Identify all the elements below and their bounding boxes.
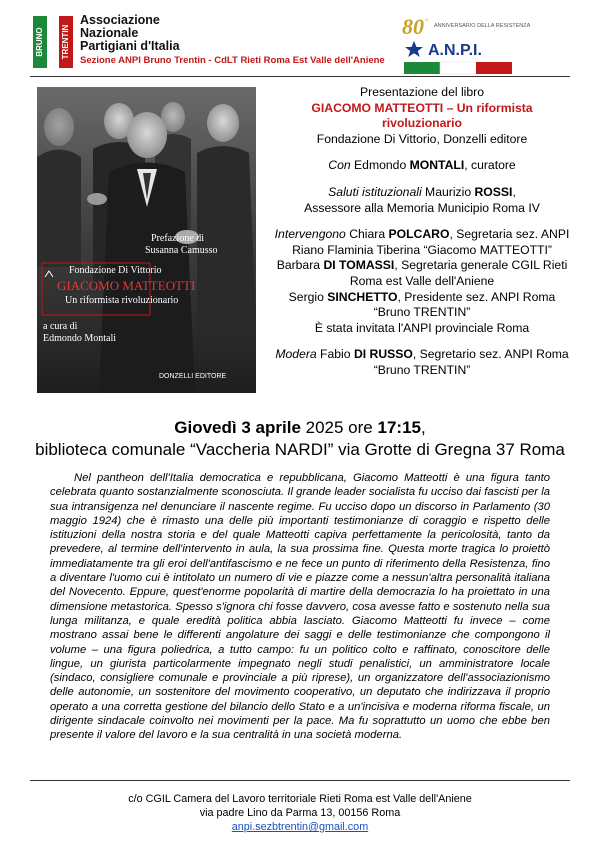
cover-title: GIACOMO MATTEOTTI xyxy=(57,278,196,293)
curator-line: Con Edmondo MONTALI, curatore xyxy=(328,158,516,173)
anniversary-text: ANNIVERSARIO DELLA RESISTENZA xyxy=(434,23,531,29)
cover-preface-author: Susanna Camusso xyxy=(145,245,218,256)
greetings-line: Saluti istituzionali Maurizio ROSSI, xyxy=(328,184,516,199)
svg-text:TRENTIN: TRENTIN xyxy=(61,24,71,60)
footer-line-2: via padre Lino da Parma 13, 00156 Roma xyxy=(199,807,401,819)
footer xyxy=(0,792,600,834)
anpi-brand: A.N.P.I. xyxy=(428,42,482,59)
anpi-80-anniversary-logo xyxy=(400,14,531,76)
anpi-trentin-flag-logo xyxy=(33,16,73,68)
footer-divider xyxy=(30,780,570,781)
cover-edited-label: a cura di xyxy=(43,321,78,332)
section-line: Sezione ANPI Bruno Trentin - CdLT Rieti Roma Est Valle dell'Aniene xyxy=(80,55,385,66)
cover-subtitle: Un riformista rivoluzionario xyxy=(65,295,179,306)
event-datetime: Giovedì 3 aprile 2025 ore 17:15, xyxy=(174,418,426,437)
greetings-role: Assessore alla Memoria Municipio Roma IV xyxy=(304,200,540,215)
event-date-place xyxy=(0,417,600,461)
header-divider xyxy=(30,76,570,77)
speaker-3: Sergio SINCHETTO, Presidente sez. ANPI Roma “Bruno TRENTIN” xyxy=(288,289,556,320)
description-paragraph: Nel pantheon dell'Italia democratica e repubblicana, Giacomo Matteotti è una figura tanto celebrata quanto sostanzialmente sconosciuta. Il grande leader socialista fu ucciso dai fascisti per la sua intransigenza nel denunciare il nascente regime. Fu ucciso dopo un discorso in Parlamento (30 maggio 1924) che è rimasto una delle più importanti testimonianze di coraggio e rispetto delle istituzioni della nostra storia e del quale Matteotti capiva perfettamente la pericolosità, tanto da prevedere, al termine dell'intervento in aula, la sua prossima fine. Questa morte tragica lo proiettò immediatamente tra gli eroi dell'antifascismo e ne fece un punto di riferimento della Resistenza, fino a diventare l'uomo cui è intitolato un numero di vie e piazze come a nessun'altra personalità italiana del Novecento. Eppure, quest'enorme popolarità di martire della democrazia lo ha proiettato in una dimensione metastorica. Spesso s'ignora chi fosse davvero, cosa avesse fatto e sostenuto nella sua lunga militanza, e quale eredità politica abbia lasciato. Giacomo Matteotti fu invece – come mostrano assai bene le differenti angolature dei saggi e delle testimonianze che compongono il volume – una figura poliedrica, a tutto campo: fu un politico colto e raffinato, conoscitore delle lingue, un giurista particolarmente impegnato negli studi penalistici, un amministratore locale (sindaco, consigliere comunale e provinciale a più riprese), un organizzatore dell'associazionismo delle autonomie, un sostenitore del movimento cooperativo, un deputato che indirizzava il proprio operato a una corretta gestione del bilancio dello Stato e a un'incisiva e moderna riforma fiscale, un dirigente sindacale coinvolto nei movimenti per la pace. Ma fu soprattutto un uomo che ebbe ben presente il valore del lavoro e la sua centralità in una società moderna. xyxy=(50,472,550,742)
moderator-line: Modera Fabio DI RUSSO, Segretario sez. ANPI Roma “Bruno TRENTIN” xyxy=(275,347,569,377)
association-name xyxy=(80,14,385,67)
cover-publisher: DONZELLI EDITORE xyxy=(159,373,227,380)
speaker-2: Barbara DI TOMASSI, Segretaria generale CGIL Rieti Roma est Valle dell'Aniene xyxy=(276,258,568,288)
speaker-1: Intervengono Chiara POLCARO, Segretaria sez. ANPI Riano Flaminia Tiberina “Giacomo MATTEOTTI” xyxy=(274,227,570,257)
cover-preface-label: Prefazione di xyxy=(151,233,205,244)
cover-editor: Edmondo Montali xyxy=(43,333,117,344)
association-line-1: Associazione xyxy=(80,13,160,27)
intro-line: Presentazione del libro xyxy=(360,85,484,99)
association-line-2: Nazionale xyxy=(80,26,139,40)
book-cover xyxy=(37,87,256,393)
svg-text:°: ° xyxy=(425,17,429,26)
association-line-3: Partigiani d'Italia xyxy=(80,39,180,53)
event-place: biblioteca comunale “Vaccheria NARDI” via Grotte di Gregna 37 Roma xyxy=(35,440,565,459)
footer-line-1: c/o CGIL Camera del Lavoro territoriale Rieti Roma est Valle dell'Aniene xyxy=(128,793,472,805)
cover-foundation: Fondazione Di Vittorio xyxy=(69,265,162,276)
footer-email-link[interactable]: anpi.sezbtrentin@gmail.com xyxy=(231,821,369,833)
publishers-line: Fondazione Di Vittorio, Donzelli editore xyxy=(316,131,528,146)
svg-text:BRUNO: BRUNO xyxy=(35,27,45,57)
event-details xyxy=(272,85,572,379)
invited-line: È stata invitata l'ANPI provinciale Roma xyxy=(314,320,530,335)
anniversary-number: 80 xyxy=(402,14,424,39)
historical-group-photo xyxy=(37,87,256,393)
book-title: GIACOMO MATTEOTTI – Un riformista rivoluzionario xyxy=(311,100,533,131)
